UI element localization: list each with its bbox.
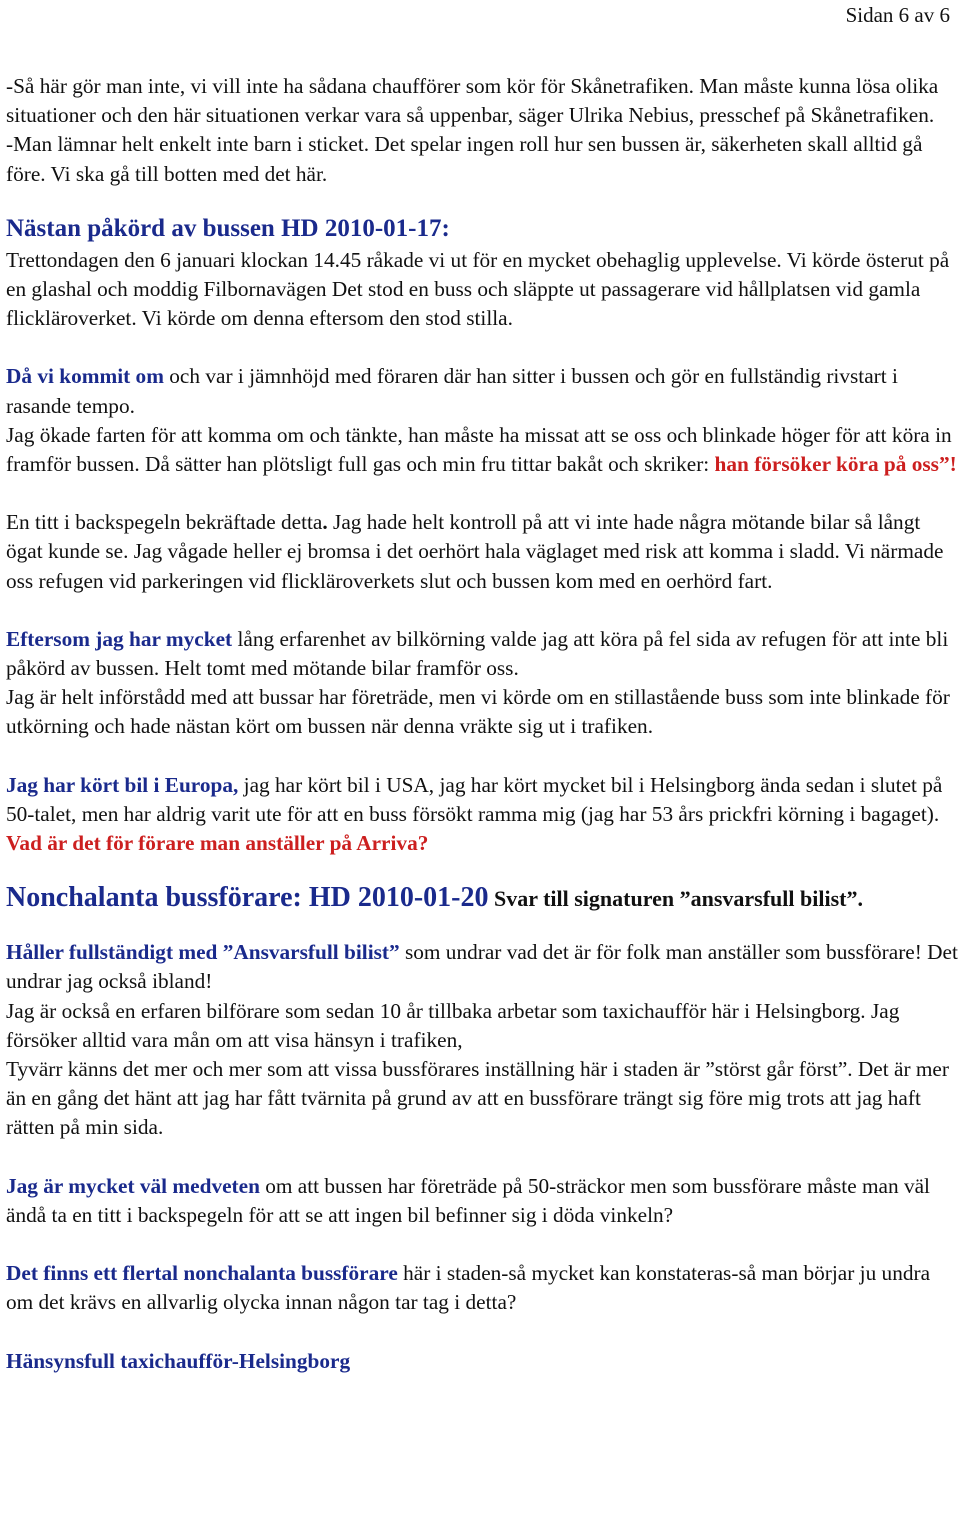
paragraph-text: Jag ökade farten för att komma om och tänkte, han måste ha missat att se oss och blinkade höger för att köra in framför bussen. Då sätter han plötsligt full gas och min fru tittar bakåt och skriker: <box>6 422 952 477</box>
page-number: Sidan 6 av 6 <box>845 3 950 27</box>
section2-paragraph-5 <box>6 1259 958 1317</box>
paragraph-text: som undrar vad det är för folk man anställer som bussförare! Det undrar jag också ibland! <box>6 940 958 994</box>
document-body <box>6 72 958 1376</box>
section1-paragraph-5 <box>6 625 958 683</box>
intro-paragraph-2: -Man lämnar helt enkelt inte barn i sticket. Det spelar ingen roll hur sen bussen är, säkerheten skall alltid gå före. Vi ska gå till botten med det här. <box>6 132 923 186</box>
section2-subheading: Svar till signaturen ”ansvarsfull bilist”. <box>488 886 863 912</box>
bold-dot: . <box>322 510 328 535</box>
emphasis-red-tail: ”! <box>938 452 957 477</box>
section2-heading-line <box>6 881 958 915</box>
emphasis-red: Vad är det för förare man anställer på Arriva? <box>6 831 429 856</box>
section2-paragraph-2: Jag är också en erfaren bilförare som sedan 10 år tillbaka arbetar som taxichaufför här i Helsingborg. Jag försöker alltid vara mån om att visa hänsyn i trafiken, <box>6 998 900 1052</box>
paragraph-text: jag har kört bil i USA, jag har kört mycket bil i Helsingborg ända sedan i slutet på 50-talet, men har aldrig varit ute för att en buss försökt ramma mig (jag har 53 års prickfri körning i bagaget). <box>6 772 943 826</box>
section1-heading: Nästan påkörd av bussen HD 2010-01-17: <box>6 214 450 242</box>
section2-heading: Nonchalanta bussförare: HD 2010-01-20 <box>6 882 489 914</box>
paragraph-text: lång erfarenhet av bilkörning valde jag att köra på fel sida av refugen för att inte bli påkörd av bussen. Helt tomt med mötande bilar framför oss. <box>6 626 949 681</box>
emphasis-lead: Eftersom jag har mycket <box>6 626 233 651</box>
emphasis-lead: Det finns ett flertal nonchalanta bussförare <box>6 1261 398 1286</box>
emphasis-lead: Jag är mycket väl medveten <box>6 1173 260 1198</box>
section1-paragraph-4 <box>6 508 958 596</box>
emphasis-lead: Håller fullständigt med ”Ansvarsfull bilist” <box>6 940 400 965</box>
paragraph-text: En titt i backspegeln bekräftade detta <box>6 510 323 535</box>
paragraph-text: Jag hade helt kontroll på att vi inte hade några mötande bilar så långt ögat kunde se. Jag vågade heller ej bromsa i det oerhört hala väglaget med risk att komma i sladd. Vi närmade oss refugen vid parkeringen vid flickläroverkets slut och bussen kom med en oerhörd fart. <box>6 510 944 593</box>
paragraph-text: här i staden-så mycket kan konstateras-så man börjar ju undra om det krävs en allvarlig olycka innan någon tar tag i detta? <box>6 1261 931 1315</box>
section1-paragraph-3 <box>6 421 958 479</box>
emphasis-lead: Jag har kört bil i Europa, <box>6 772 239 797</box>
section1-paragraph-1: Trettondagen den 6 januari klockan 14.45 råkade vi ut för en mycket obehaglig upplevelse. Vi körde österut på en glashal och moddig Filbornavägen Det stod en buss och släppte ut passagerare vid hållplatsen vid gamla flickläroverket. Vi körde om denna eftersom den stod stilla. <box>6 247 950 331</box>
section1-paragraph-7 <box>6 771 958 859</box>
paragraph-text: och var i jämnhöjd med föraren där han sitter i bussen och gör en fullständig rivstart i rasande tempo. <box>6 364 898 418</box>
intro-paragraph-1: -Så här gör man inte, vi vill inte ha sådana chaufförer som kör för Skånetrafiken. Man måste kunna lösa olika situationer och den här situationen verkar vara så uppenbar, säger Ulrika Nebius, presschef på Skånetrafiken. <box>6 74 939 128</box>
section1-paragraph-2 <box>6 362 958 420</box>
emphasis-red: han försöker köra på oss <box>714 452 939 477</box>
section2-paragraph-1 <box>6 938 958 996</box>
section2-paragraph-4 <box>6 1172 958 1230</box>
section2-paragraph-3: Tyvärr känns det mer och mer som att vissa bussförares inställning här i staden är ”störst går först”. Det är mer än en gång det hänt att jag har fått tvärnita på grund av att en bussförare trängt sig före mig trots att jag haft rätten på min sida. <box>6 1057 949 1140</box>
paragraph-text: om att bussen har företräde på 50-sträckor men som bussförare måste man väl ändå ta en titt i backspegeln för att se att ingen bil befinner sig i döda vinkeln? <box>6 1173 930 1227</box>
section1-paragraph-6: Jag är helt införstådd med att bussar har företräde, men vi körde om en stillastående buss som inte blinkade för utkörning och hade nästan kört om bussen när denna vräkte sig ut i trafiken. <box>6 685 950 739</box>
signature: Hänsynsfull taxichaufför-Helsingborg <box>6 1348 351 1373</box>
emphasis-lead: Då vi kommit om <box>6 364 164 389</box>
